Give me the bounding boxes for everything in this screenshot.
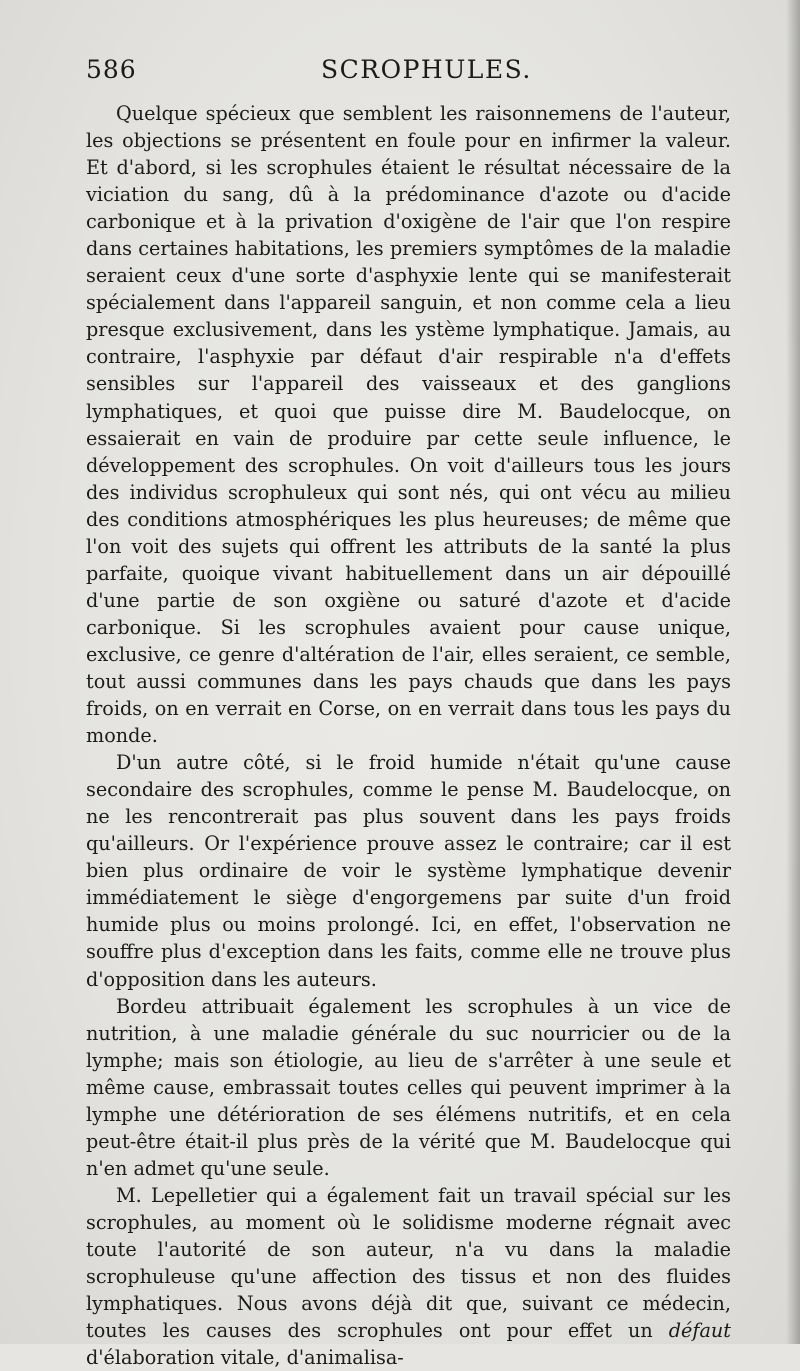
- paragraph: Quelque spécieux que semblent les raisonnemens de l'auteur, les objections se présentent en foule pour en infirmer la valeur. Et d'abord, si les scrophules étaient le résultat nécessaire de la viciation du sang, dû à la prédominance d'azote ou d'acide carbonique et à la privation d'oxigène de l'air que l'on respire dans certaines habitations, les premiers symptômes de la maladie seraient ceux d'une sorte d'asphyxie lente qui se manifesterait spécialement dans l'appareil sanguin, et non comme cela a lieu presque exclusivement, dans les ystème lymphatique. Jamais, au contraire, l'asphyxie par défaut d'air respirable n'a d'effets sensibles sur l'appareil des vaisseaux et des ganglions lymphatiques, et quoi que puisse dire M. Baudelocque, on essaierait en vain de produire par cette seule influence, le développement des scrophules. On voit d'ailleurs tous les jours des individus scrophuleux qui sont nés, qui ont vécu au milieu des conditions atmosphériques les plus heureuses; de même que l'on voit des sujets qui offrent les attributs de la santé la plus parfaite, quoique vivant habituellement dans un air dépouillé d'une partie de son oxgiène ou saturé d'azote et d'acide carbonique. Si les scrophules avaient pour cause unique, exclusive, ce genre d'altération de l'air, elles seraient, ce semble, tout aussi communes dans les pays chauds que dans les pays froids, on en verrait en Corse, on en verrait dans tous les pays du monde.: [86, 102, 731, 748]
- italic-word: défaut: [668, 1319, 731, 1343]
- paragraph: D'un autre côté, si le froid humide n'était qu'une cause secondaire des scrophules, comme le pense M. Baudelocque, on ne les rencontrerait pas plus souvent dans les pays froids qu'ailleurs. Or l'expérience prouve assez le contraire; car il est bien plus ordinaire de voir le système lymphatique devenir immédiatement le siège d'engorgemens par suite d'un froid humide plus ou moins prolongé. Ici, en effet, l'observation ne souffre plus d'exception dans les faits, comme elle ne trouve plus d'opposition dans les auteurs.: [86, 751, 731, 991]
- body-text: [86, 100, 731, 1371]
- paragraph-text-end: d'élaboration vitale, d'animalisa-: [86, 1346, 404, 1370]
- page-number: 586: [86, 55, 137, 84]
- page-spine-shadow: [786, 0, 800, 1344]
- paragraph: Bordeu attribuait également les scrophules à un vice de nutrition, à une maladie générale du suc nourricier ou de la lymphe; mais son étiologie, au lieu de s'arrêter à une seule et même cause, embrassait toutes celles qui peuvent imprimer à la lymphe une détérioration de ses élémens nutritifs, et en cela peut-être était-il plus près de la vérité que M. Baudelocque qui n'en admet qu'une seule.: [86, 994, 731, 1180]
- paragraph-last: [86, 1182, 731, 1371]
- paragraph-text: M. Lepelletier qui a également fait un travail spécial sur les scrophules, au moment où le solidisme moderne régnait avec toute l'autorité de son auteur, n'a vu dans la maladie scrophuleuse qu'une affection des tissus et non des fluides lymphatiques. Nous avons déjà dit que, suivant ce médecin, toutes les causes des scrophules ont pour effet un: [86, 1183, 731, 1343]
- page-header: [86, 55, 731, 95]
- running-title: SCROPHULES.: [321, 55, 532, 84]
